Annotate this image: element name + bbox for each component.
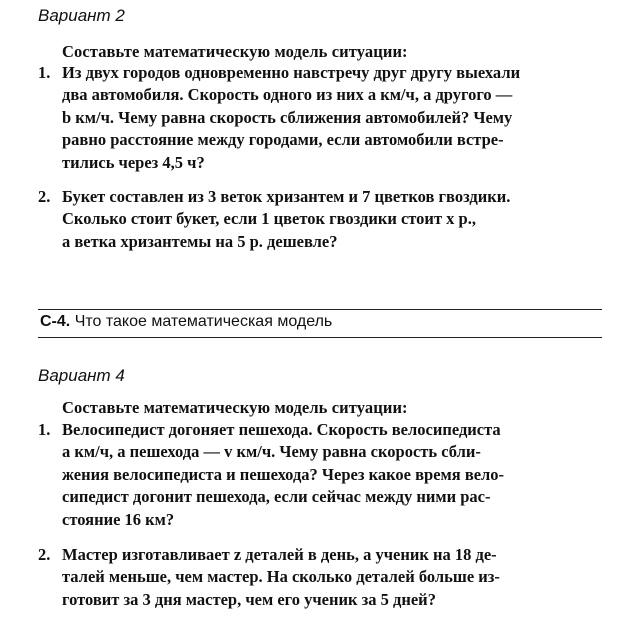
task-number: 1.: [38, 63, 51, 82]
task-intro: Составьте математическую модель ситуации:: [62, 398, 408, 417]
task-number: 2.: [38, 187, 51, 206]
task-text: Велосипедист догоняет пешехода. Скорость велосипедиста a км/ч, а пешехода — v км/ч. Чему равна скорость сбли- жения велосипедиста и пешехода? Через какое время вело- сипедист догонит пешехода, если сейчас между ними рас- стояние 16 км?: [62, 420, 505, 529]
section-code: С-4.: [40, 313, 71, 330]
task-number: 1.: [38, 420, 51, 439]
section-rule-bottom: [38, 337, 602, 338]
task-item: [38, 62, 604, 174]
task-number: 2.: [38, 545, 51, 564]
variant-title: Вариант 2: [38, 6, 125, 25]
task-item: [38, 544, 604, 611]
task-text: Букет составлен из 3 веток хризантем и 7 цветков гвоздики. Сколько стоит букет, если 1 цветок гвоздики стоит x р., а ветка хризантемы на 5 р. дешевле?: [62, 187, 511, 251]
task-item: [38, 419, 604, 531]
section-rule-top: [38, 309, 602, 310]
task-intro: Составьте математическую модель ситуации:: [62, 42, 408, 61]
task-text: Мастер изготавливает z деталей в день, а ученик на 18 де- талей меньше, чем мастер. На сколько деталей больше из- готовит за 3 дня мастер, чем его ученик за 5 дней?: [62, 545, 500, 609]
task-text: Из двух городов одновременно навстречу друг другу выехали два автомобиля. Скорость одного из них a км/ч, а другого — b км/ч. Чему равна скорость сближения автомобилей? Чему равно расстояние между городами, если автомобили встре- тились через 4,5 ч?: [62, 63, 521, 172]
section-header: [40, 313, 332, 331]
task-item: [38, 186, 604, 253]
variant-title: Вариант 4: [38, 366, 125, 385]
section-title: Что такое математическая модель: [74, 313, 333, 330]
